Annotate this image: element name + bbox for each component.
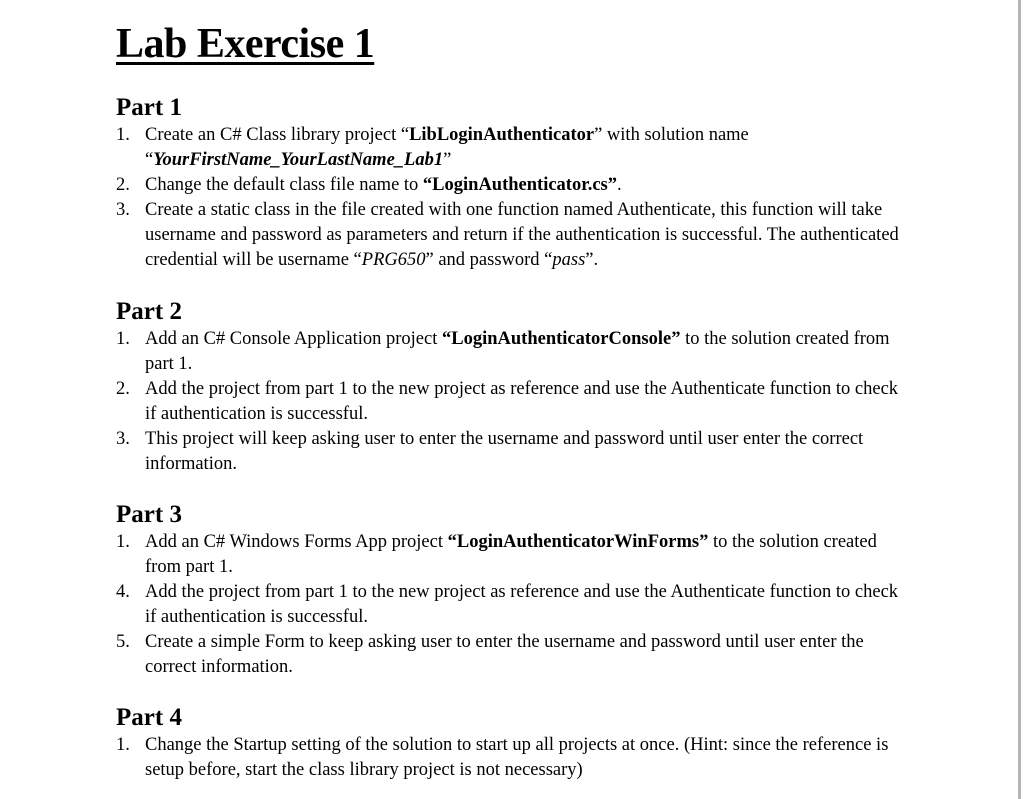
part-1-section <box>116 93 906 273</box>
list-item: 2. Change the default class file name to “LoginAuthenticator.cs”. <box>116 175 622 195</box>
part-1-list <box>116 123 906 273</box>
part-3-list <box>116 530 906 680</box>
list-item: 3. Create a static class in the file created with one function named Authenticate, this function will take username and password as parameters and return if the authentication is successful. The authenticated credential will be username “PRG650” and password “pass”. <box>116 200 899 270</box>
part-3-heading: Part 3 <box>116 501 182 528</box>
list-item: 2. Add the project from part 1 to the new project as reference and use the Authenticate function to check if authentication is successful. <box>116 379 899 424</box>
part-2-heading: Part 2 <box>116 298 182 325</box>
list-item: 4. Add the project from part 1 to the new project as reference and use the Authenticate function to check if authentication is successful. <box>116 582 899 627</box>
list-item: 1. Add an C# Console Application project “LoginAuthenticatorConsole” to the solution created from part 1. <box>116 329 890 374</box>
list-item: 1. Create an C# Class library project “LibLoginAuthenticator” with solution name “YourFirstName_YourLastName_Lab1” <box>116 125 749 170</box>
part-2-list <box>116 327 906 477</box>
list-item: 1. Change the Startup setting of the solution to start up all projects at once. (Hint: since the reference is setup before, start the class library project is not necessary) <box>116 735 889 780</box>
part-2-section <box>116 297 906 477</box>
list-item: 5. Create a simple Form to keep asking user to enter the username and password until user enter the correct information. <box>116 632 864 677</box>
part-4-list <box>116 733 906 783</box>
list-item: 3. This project will keep asking user to enter the username and password until user enter the correct information. <box>116 429 864 474</box>
part-4-section <box>116 703 906 783</box>
page-edge-rule <box>1018 0 1021 799</box>
part-3-section <box>116 500 906 680</box>
list-item: 1. Add an C# Windows Forms App project “LoginAuthenticatorWinForms” to the solution created from part 1. <box>116 532 877 577</box>
page-title: Lab Exercise 1 <box>116 21 375 67</box>
part-1-heading: Part 1 <box>116 94 182 121</box>
part-4-heading: Part 4 <box>116 704 182 731</box>
